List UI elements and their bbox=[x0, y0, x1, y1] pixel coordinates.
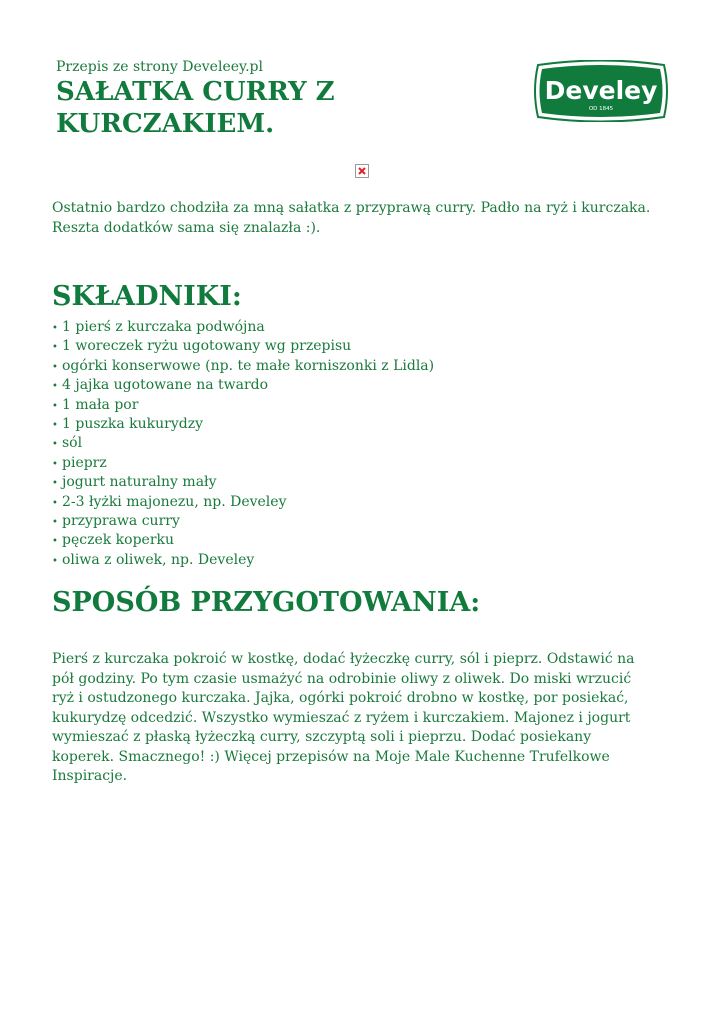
intro-paragraph: Ostatnio bardzo chodziła za mną sałatka z przyprawą curry. Padło na ryż i kurczaka. Reszta dodatków sama się znalazła :). bbox=[52, 200, 651, 236]
ingredient-text: 1 pierś z kurczaka podwójna bbox=[62, 319, 265, 335]
bullet-icon: • bbox=[52, 439, 58, 451]
bullet-icon: • bbox=[52, 400, 58, 412]
ingredient-text: jogurt naturalny mały bbox=[62, 474, 217, 491]
ingredient-text: oliwa z oliwek, np. Develey bbox=[62, 551, 255, 568]
ingredient-text: pęczek koperku bbox=[62, 532, 175, 549]
ingredient-text: sól bbox=[62, 435, 83, 452]
bullet-icon: • bbox=[52, 419, 58, 431]
ingredient-item bbox=[52, 337, 434, 356]
ingredient-text: 2-3 łyżki majonezu, np. Develey bbox=[62, 493, 287, 510]
bullet-icon: • bbox=[52, 478, 58, 490]
bullet-icon: • bbox=[52, 516, 58, 528]
ingredient-text: przyprawa curry bbox=[62, 512, 180, 529]
ingredient-item bbox=[52, 396, 434, 415]
ingredient-item bbox=[52, 473, 434, 492]
ingredient-item bbox=[52, 493, 434, 512]
ingredient-text: 1 puszka kukurydzy bbox=[62, 415, 204, 432]
ingredient-item bbox=[52, 434, 434, 453]
ingredient-item bbox=[52, 512, 434, 531]
ingredient-item bbox=[52, 551, 434, 570]
ingredient-item bbox=[52, 415, 434, 434]
ingredient-item bbox=[52, 454, 434, 473]
bullet-icon: • bbox=[52, 381, 58, 393]
ingredient-text: ogórki konserwowe (np. te małe korniszonki z Lidla) bbox=[62, 357, 435, 374]
ingredient-item bbox=[52, 318, 434, 337]
bullet-icon: • bbox=[52, 536, 58, 548]
method-paragraph: Pierś z kurczaka pokroić w kostkę, dodać łyżeczkę curry, sól i pieprz. Odstawić na pół godziny. Po tym czasie usmażyć na odrobinie oliwy z oliwek. Do miski wrzucić ryż i ostudzonego kurczaka. Jajka, ogórki pokroić drobno w kostkę, por posiekać, kukurydzę odcedzić. Wszystko wymieszać z ryżem i kurczakiem. Majonez i jogurt wymieszać z płaską łyżeczką curry, szczyptą soli i pieprzu. Dodać posiekany koperek. Smacznego! :) Więcej przepisów na Moje Male Kuchenne Trufelkowe Inspiracje. bbox=[52, 651, 635, 784]
ingredient-item bbox=[52, 376, 434, 395]
ingredients-heading: SKŁADNIKI: bbox=[52, 281, 242, 312]
ingredient-item bbox=[52, 357, 434, 376]
broken-image-icon bbox=[355, 164, 369, 178]
logo-since-text: OD 1845 bbox=[588, 106, 614, 112]
logo-brand-text: Develey bbox=[544, 76, 658, 105]
bullet-icon: • bbox=[52, 497, 58, 509]
bullet-icon: • bbox=[52, 458, 58, 470]
recipe-title: SAŁATKA CURRY Z KURCZAKIEM. bbox=[56, 77, 335, 139]
source-line: Przepis ze strony Develeey.pl bbox=[56, 59, 263, 75]
bullet-icon: • bbox=[52, 555, 58, 567]
ingredient-item bbox=[52, 531, 434, 550]
ingredients-list bbox=[52, 318, 434, 570]
develey-logo bbox=[532, 60, 670, 122]
method-heading: SPOSÓB PRZYGOTOWANIA: bbox=[52, 587, 481, 618]
bullet-icon: • bbox=[52, 342, 58, 354]
ingredient-text: 1 mała por bbox=[62, 396, 139, 413]
ingredient-text: 1 woreczek ryżu ugotowany wg przepisu bbox=[62, 338, 352, 355]
bullet-icon: • bbox=[52, 323, 58, 334]
ingredient-text: pieprz bbox=[62, 454, 107, 471]
ingredient-text: 4 jajka ugotowane na twardo bbox=[62, 377, 269, 394]
bullet-icon: • bbox=[52, 361, 58, 373]
